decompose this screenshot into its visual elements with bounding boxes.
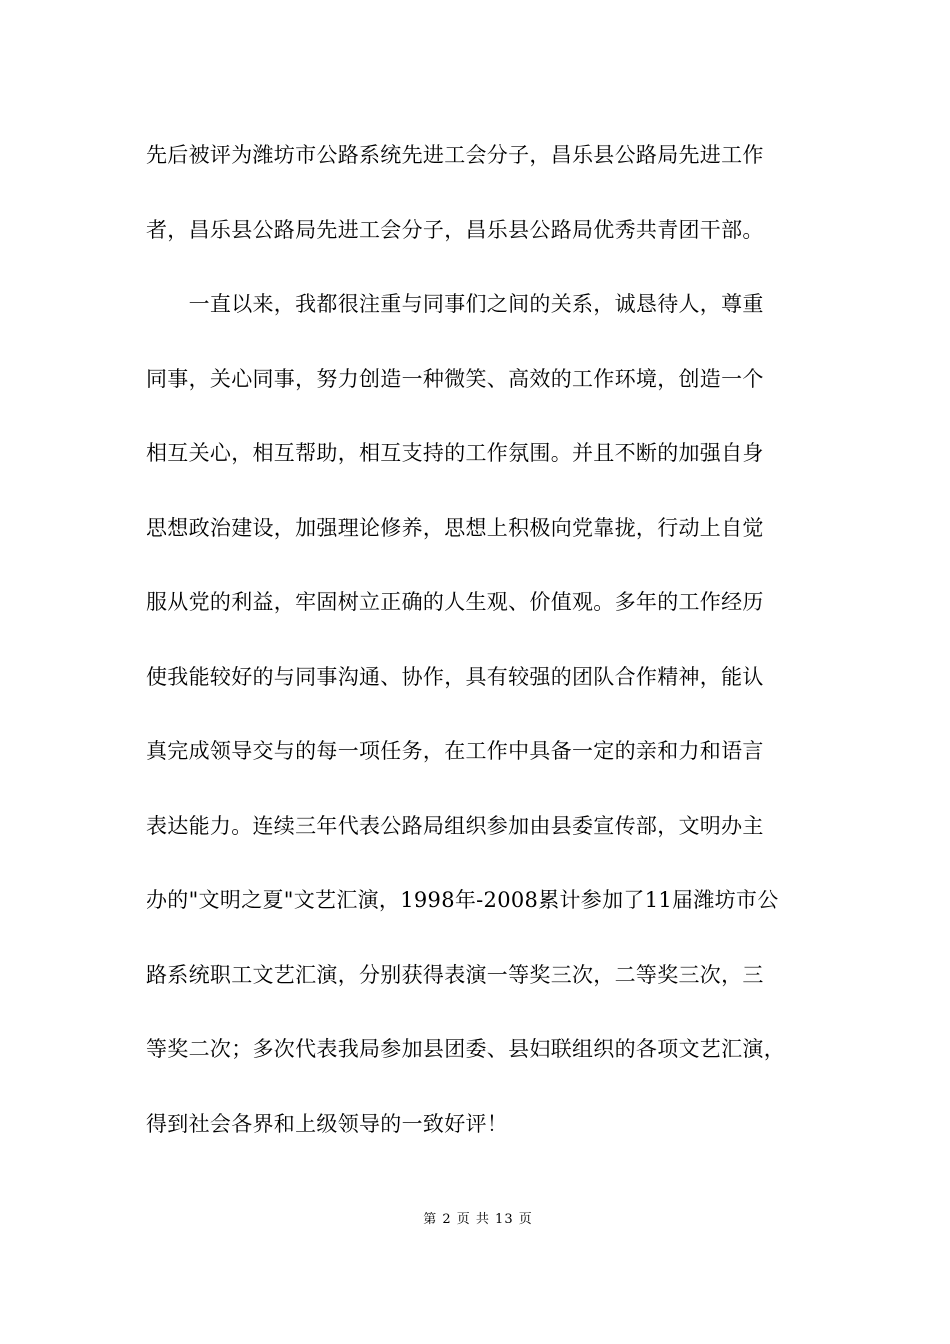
- body-text: [146, 134, 818, 1177]
- text-line: 思想政治建设，加强理论修养，思想上积极向党靠拢，行动上自觉: [146, 515, 764, 540]
- text-line: 服从党的利益，牢固树立正确的人生观、价值观。多年的工作经历: [146, 590, 764, 614]
- page-number: 第 2 页 共 13 页: [423, 1212, 533, 1227]
- text-line: 真完成领导交与的每一项任务，在工作中具备一定的亲和力和语言: [146, 739, 764, 763]
- text-line: 使我能较好的与同事沟通、协作，具有较强的团队合作精神，能认: [146, 664, 764, 689]
- text-line: 同事，关心同事，努力创造一种微笑、高效的工作环境，创造一个: [146, 366, 764, 391]
- text-line: 表达能力。连续三年代表公路局组织参加由县委宣传部，文明办主: [146, 813, 764, 838]
- text-line: 先后被评为潍坊市公路系统先进工会分子，昌乐县公路局先进工作: [146, 143, 764, 167]
- text-line: 一直以来，我都很注重与同事们之间的关系，诚恳待人，尊重: [146, 292, 764, 316]
- text-line: 者，昌乐县公路局先进工会分子，昌乐县公路局优秀共青团干部。: [146, 217, 764, 242]
- text-line: 等奖二次；多次代表我局参加县团委、县妇联组织的各项文艺汇演，: [146, 1037, 785, 1061]
- text-line: 路系统职工文艺汇演，分别获得表演一等奖三次，二等奖三次，三: [146, 962, 764, 987]
- text-line: 得到社会各界和上级领导的一致好评！: [146, 1111, 509, 1136]
- text-line: 相互关心，相互帮助，相互支持的工作氛围。并且不断的加强自身: [146, 441, 764, 465]
- text-line: 办的"文明之夏"文艺汇演，1998年-2008累计参加了11届潍坊市公: [146, 888, 779, 912]
